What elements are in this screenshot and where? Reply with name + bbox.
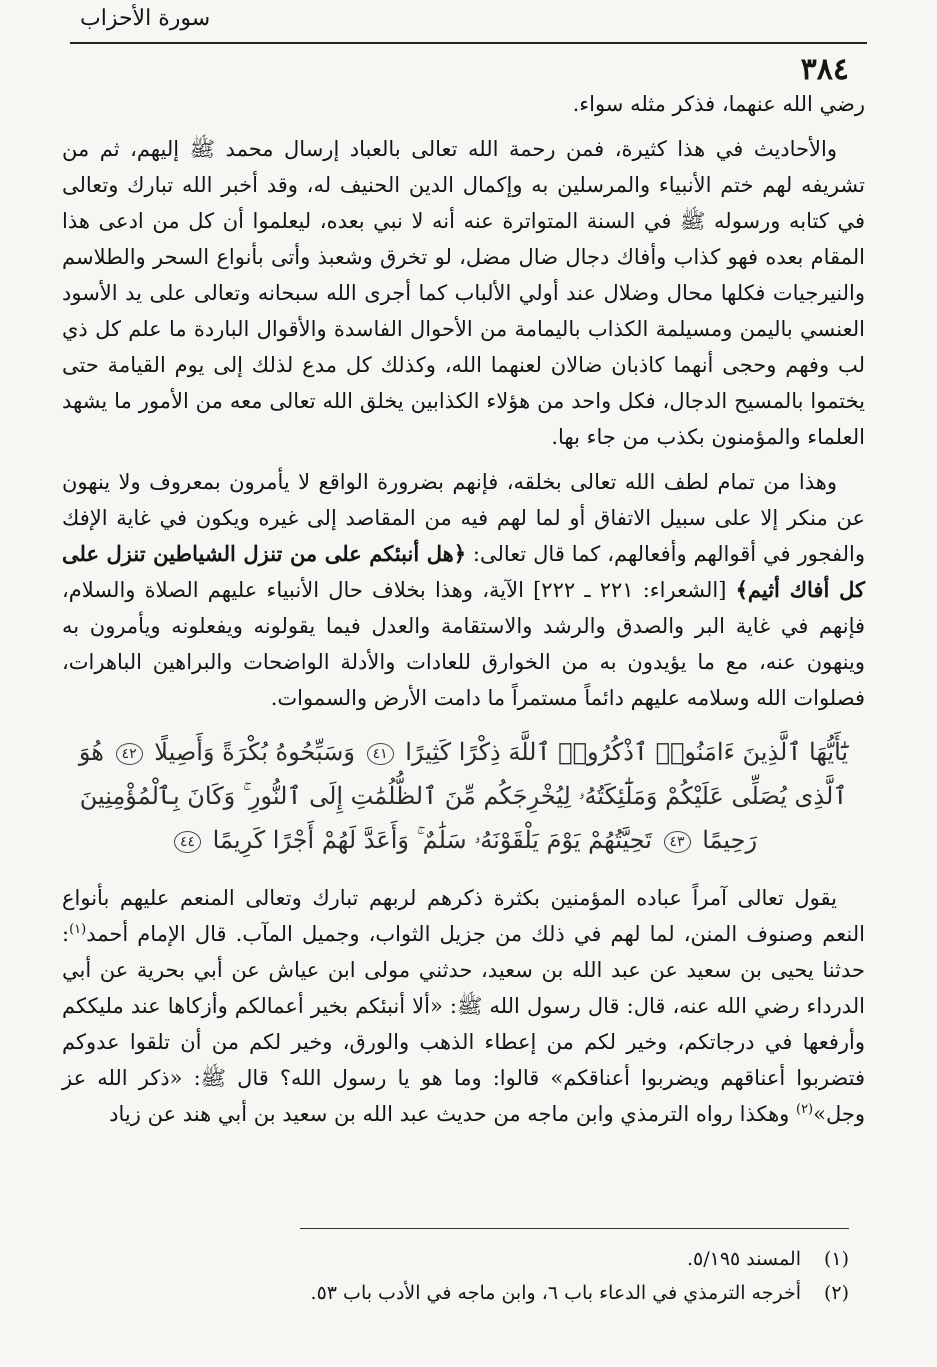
ayah-number-42: ٤٢	[116, 743, 143, 765]
footnote-2	[80, 1276, 849, 1310]
page-number: ٣٨٤	[800, 52, 849, 87]
running-header-surah: سورة الأحزاب	[80, 6, 211, 31]
paragraph-1: رضي الله عنهما، فذكر مثله سواء.	[572, 92, 865, 116]
ayah-number-43: ٤٣	[664, 831, 691, 853]
ayah-43: هُوَ ٱلَّذِى يُصَلِّى عَلَيْكُمْ وَمَلَٰٓئِكَتُهُۥ لِيُخْرِجَكُم مِّنَ ٱلظُّلُمَٰتِ إِلَى ٱلنُّورِ ۚ وَكَانَ بِٱلْمُؤْمِنِينَ رَحِيمًا	[78, 738, 848, 854]
footnotes	[80, 1242, 849, 1310]
ayah-number-41: ٤١	[367, 743, 394, 765]
ayah-41: يَٰٓأَيُّهَا ٱلَّذِينَ ءَامَنُوا۟ ٱذْكُرُوا۟ ٱللَّهَ ذِكْرًا كَثِيرًا	[405, 738, 849, 766]
paragraph-4	[62, 880, 865, 1132]
paragraph-4-text-a: يقول تعالى آمراً عباده المؤمنين بكثرة ذكرهم لربهم تبارك وتعالى المنعم عليهم بأنواع النعم وصنوف المنن، لما لهم في ذلك من جزيل الثواب، وجميل المآب. قال الإمام أحمد	[62, 886, 865, 946]
paragraph-2: والأحاديث في هذا كثيرة، فمن رحمة الله تعالى بالعباد إرسال محمد ﷺ إليهم، ثم من تشريفه لهم ختم الأنبياء والمرسلين به وإكمال الدين الحنيف له، وقد أخبر الله تبارك وتعالى في كتابه ورسوله ﷺ في السنة المتواترة عنه أنه لا نبي بعده، ليعلموا أن كل من ادعى هذا المقام بعده فهو كذاب وأفاك دجال ضال مضل، لو تخرق وشعبذ وأتى بأنواع السحر والطلاسم والنيرجيات فكلها محال وضلال عند أولي الألباب كما أجرى الله سبحانه وتعالى على يد الأسود العنسي باليمن ومسيلمة الكذاب باليمامة من الأحوال الفاسدة والأقوال الباردة ما علم كل ذي لب وفهم وحجى أنهما كاذبان ضالان لعنهما الله، وكذلك كل مدع لذلك إلى يوم القيامة حتى يختموا بالمسيح الدجال، فكل واحد من هؤلاء الكذابين يخلق الله تعالى معه من الأمور ما يشهد العلماء والمؤمنون بكذب من جاء بها.	[62, 137, 865, 449]
paragraph-4-text-c: وهكذا رواه الترمذي وابن ماجه من حديث عبد الله بن سعيد بن أبي هند عن زياد	[109, 1102, 796, 1126]
footnote-ref-1[interactable]: (١)	[69, 922, 87, 937]
footnote-text: المسند ٥/١٩٥.	[686, 1248, 801, 1270]
header-rule	[70, 42, 867, 44]
quran-quote: ﴿هل أنبئكم على من تنزل الشياطين تنزل على كل أفاك أثيم﴾	[62, 541, 866, 602]
ayah-44: تَحِيَّتُهُمْ يَوْمَ يَلْقَوْنَهُۥ سَلَٰمٌ ۚ وَأَعَدَّ لَهُمْ أَجْرًا كَرِيمًا	[212, 826, 652, 854]
ayah-42: وَسَبِّحُوهُ بُكْرَةً وَأَصِيلًا	[154, 738, 355, 766]
paragraph-3-text-a: وهذا من تمام لطف الله تعالى بخلقه، فإنهم بضرورة الواقع لا يأمرون بمعروف ولا ينهون عن منكر إلا على سبيل الاتفاق أو لما لهم فيه من المقاصد إلى غيره ويكون في غاية الإفك والفجور في أقوالهم وأفعالهم، كما قال تعالى:	[62, 470, 865, 566]
footnote-rule	[300, 1228, 849, 1229]
paragraph-3-text-b: [الشعراء: ٢٢١ ـ ٢٢٢] الآية، وهذا بخلاف حال الأنبياء عليهم الصلاة والسلام، فإنهم في غاية البر والصدق والرشد والاستقامة والعدل فيما يقولونه ويفعلونه ويأمرون به وينهون عنه، مع ما يؤيدون به من الخوارق للعادات والأدلة الواضحات والبراهين الباهرات، فصلوات الله وسلامه عليهم دائماً مستمراً ما دامت الأرض والسموات.	[62, 578, 865, 710]
quran-verses-block	[62, 730, 865, 862]
page-body	[62, 86, 865, 1141]
footnote-number: (٢)	[823, 1282, 849, 1304]
paragraph-4-text-b: : حدثنا يحيى بن سعيد عن عبد الله بن سعيد، حدثني مولى ابن عياش عن أبي بحرية عن أبي الدرداء رضي الله عنه، قال: قال رسول الله ﷺ: «ألا أنبئكم بخير أعمالكم وأزكاها عند مليككم وأرفعها في درجاتكم، وخير لكم من إعطاء الذهب والورق، وخير لكم من أن تلقوا عدوكم فتضربوا أعناقهم ويضربوا أعناقكم» قالوا: وما هو يا رسول الله؟ قال ﷺ: «ذكر الله عز وجل»	[62, 922, 865, 1126]
ayah-number-44: ٤٤	[174, 831, 201, 853]
footnote-1	[80, 1242, 849, 1276]
footnote-text: أخرجه الترمذي في الدعاء باب ٦، وابن ماجه في الأدب باب ٥٣.	[310, 1282, 801, 1304]
footnote-number: (١)	[823, 1248, 849, 1270]
paragraph-3	[62, 464, 865, 716]
footnote-ref-2[interactable]: (٢)	[795, 1102, 814, 1117]
